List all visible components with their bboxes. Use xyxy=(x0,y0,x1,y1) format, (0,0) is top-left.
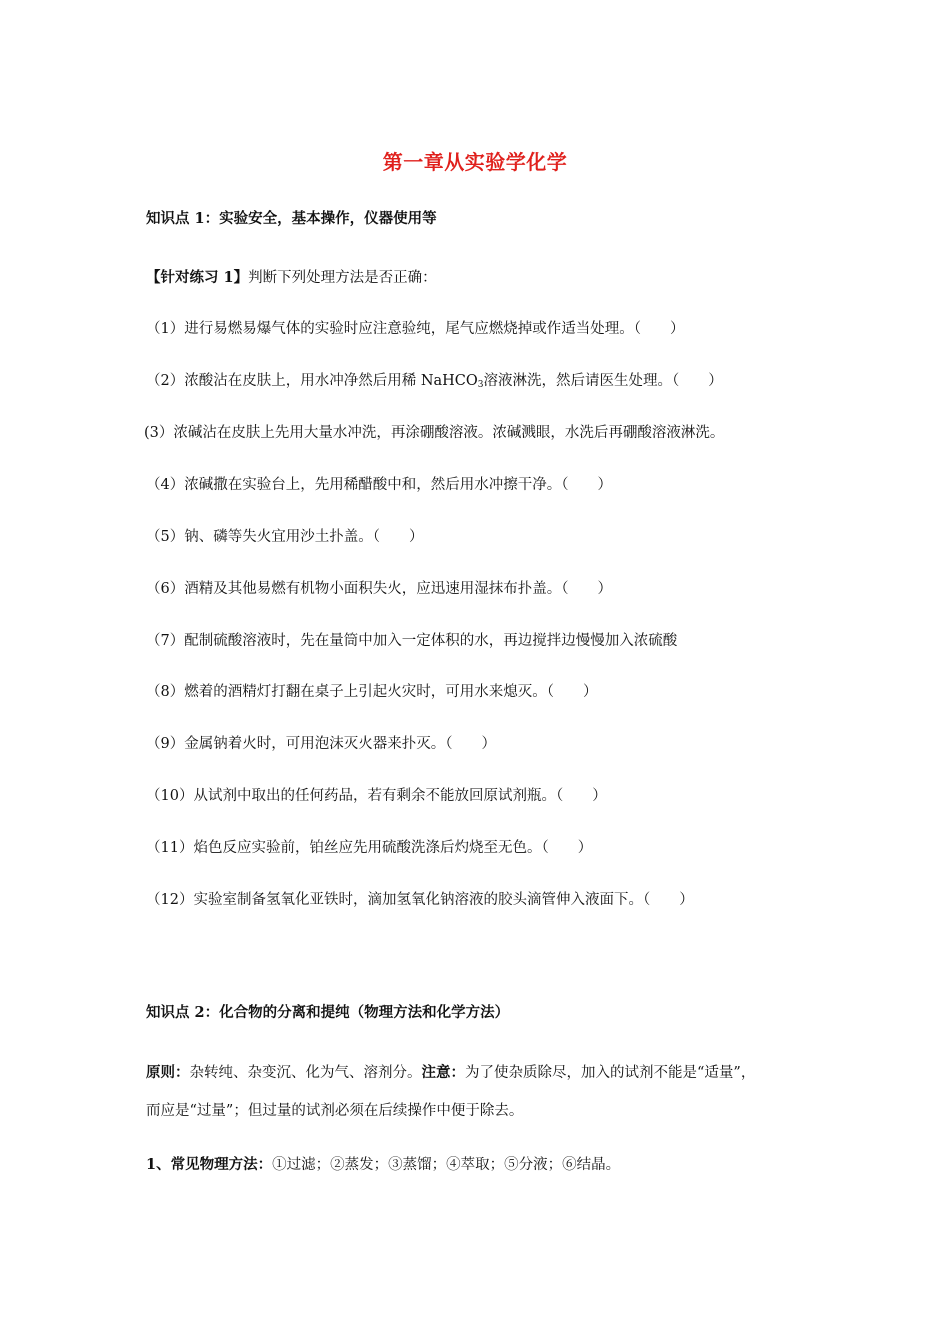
section2-heading: 知识点 2：化合物的分离和提纯（物理方法和化学方法） xyxy=(146,1004,510,1021)
exercise-item-1: （1）进行易燃易爆气体的实验时应注意验纯，尾气应燃烧掉或作适当处理。（ ） xyxy=(146,321,685,337)
physical-methods-text: ①过滤；②蒸发；③蒸馏；④萃取；⑤分液；⑥结晶。 xyxy=(272,1157,621,1173)
exercise-item-7: （7）配制硫酸溶液时，先在量筒中加入一定体积的水，再边搅拌边慢慢加入浓硫酸 xyxy=(146,633,678,649)
exercise-item-2 xyxy=(146,371,723,395)
physical-methods-label: 1、常见物理方法： xyxy=(146,1156,273,1173)
exercise-item-3: (3）浓碱沾在皮肤上先用大量水冲洗，再涂硼酸溶液。浓碱溅眼，水洗后再硼酸溶液淋洗。 xyxy=(144,425,725,441)
section1-heading: 知识点 1：实验安全，基本操作，仪器使用等 xyxy=(146,210,437,227)
exercise-item-6: （6）酒精及其他易燃有机物小面积失火，应迅速用湿抹布扑盖。（ ） xyxy=(146,581,612,597)
exercise-item-12: （12）实验室制备氢氧化亚铁时，滴加氢氧化钠溶液的胶头滴管伸入液面下。（ ） xyxy=(146,892,694,908)
principle-text: 杂转纯、杂变沉、化为气、溶剂分。 xyxy=(189,1065,422,1081)
page-title: 第一章从实验学化学 xyxy=(382,150,568,174)
item-2-tail: 溶液淋洗，然后请医生处理。（ ） xyxy=(483,373,723,389)
principle-label: 原则： xyxy=(146,1064,190,1081)
exercise-item-10: （10）从试剂中取出的任何药品，若有剩余不能放回原试剂瓶。（ ） xyxy=(146,788,607,804)
exercise-item-5: （5）钠、磷等失火宜用沙土扑盖。（ ） xyxy=(146,529,424,545)
physical-methods-line xyxy=(146,1155,620,1175)
item-2-subscript: 3 xyxy=(477,380,484,390)
exercise-line xyxy=(146,268,437,288)
exercise-label: 【针对练习 1】 xyxy=(146,269,249,286)
exercise-prompt: 判断下列处理方法是否正确： xyxy=(248,270,437,286)
principle-line xyxy=(146,1063,755,1083)
exercise-item-9: （9）金属钠着火时，可用泡沫灭火器来扑灭。（ ） xyxy=(146,736,496,752)
exercise-item-11: （11）焰色反应实验前，铂丝应先用硫酸洗涤后灼烧至无色。（ ） xyxy=(146,840,593,856)
exercise-item-4: （4）浓碱撒在实验台上，先用稀醋酸中和，然后用水冲擦干净。（ ） xyxy=(146,477,612,493)
note-text: 为了使杂质除尽，加入的试剂不能是“适量”， xyxy=(465,1065,756,1081)
note-label: 注意： xyxy=(421,1064,465,1081)
note-continuation: 而应是“过量”；但过量的试剂必须在后续操作中便于除去。 xyxy=(146,1103,524,1119)
item-2-text: （2）浓酸沾在皮肤上，用水冲净然后用稀 NaHCO xyxy=(146,373,478,389)
exercise-item-8: （8）燃着的酒精灯打翻在桌子上引起火灾时，可用水来熄灭。（ ） xyxy=(146,684,598,700)
